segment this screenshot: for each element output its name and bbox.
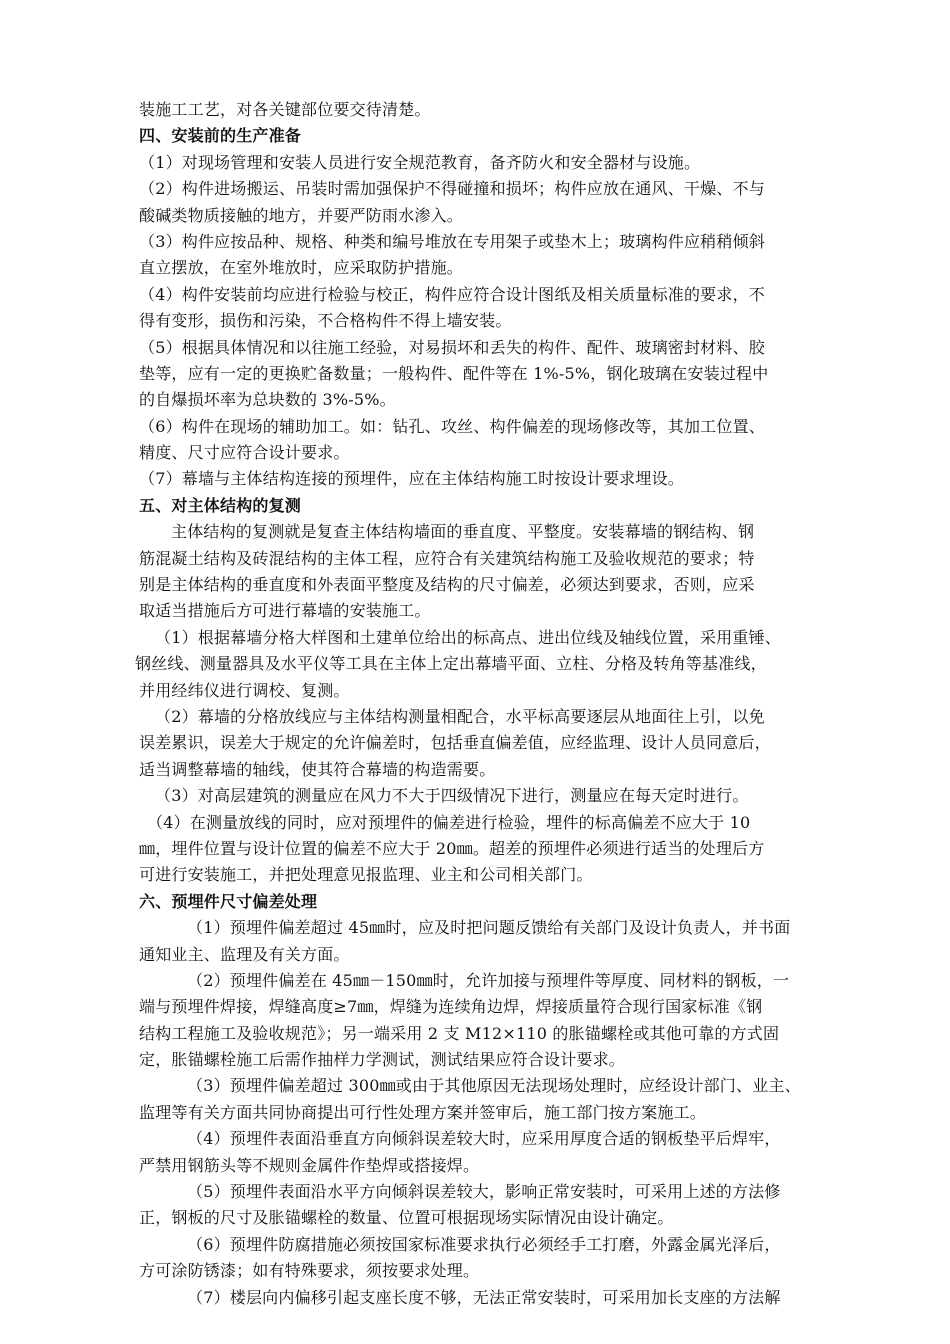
text-line: 直立摆放，在室外堆放时，应采取防护措施。 <box>139 258 464 278</box>
text-line: 结构工程施工及验收规范》；另一端采用 2 支 M12×110 的胀锚螺栓或其他可靠的方式固 <box>139 1023 780 1043</box>
text-line: （1）预埋件偏差超过 45㎜时，应及时把问题反馈给有关部门及设计负责人，并书面 <box>187 918 791 938</box>
text-line: （3）对高层建筑的测量应在风力不大于四级情况下进行，测量应在每天定时进行。 <box>155 786 749 806</box>
text-line: （4）构件安装前均应进行检验与校正，构件应符合设计图纸及相关质量标准的要求，不 <box>139 284 765 304</box>
text-line: 取适当措施后方可进行幕墙的安装施工。 <box>139 601 431 621</box>
text-line: 主体结构的复测就是复查主体结构墙面的垂直度、平整度。安装幕墙的钢结构、钢 <box>171 522 755 542</box>
text-line: 别是主体结构的垂直度和外表面平整度及结构的尺寸偏差，必须达到要求，否则，应采 <box>139 575 755 595</box>
text-line: （6）构件在现场的辅助加工。如：钻孔、攻丝、构件偏差的现场修改等，其加工位置、 <box>139 416 765 436</box>
text-line: 误差累识，误差大于规定的允许偏差时，包括垂直偏差值，应经监理、设计人员同意后， <box>139 733 771 753</box>
text-line: 钢丝线、测量器具及水平仪等工具在主体上定出幕墙平面、立柱、分格及转角等基准线， <box>135 654 767 674</box>
text-line: 定，胀锚螺栓施工后需作抽样力学测试，测试结果应符合设计要求。 <box>139 1050 626 1070</box>
text-line: 装施工工艺，对各关键部位要交待清楚。 <box>139 100 431 119</box>
section-heading: 五、对主体结构的复测 <box>139 495 302 515</box>
text-line: 监理等有关方面共同协商提出可行性处理方案并签审后，施工部门按方案施工。 <box>139 1102 707 1122</box>
text-line: （7）幕墙与主体结构连接的预埋件，应在主体结构施工时按设计要求埋设。 <box>139 469 684 489</box>
text-line: 方可涂防锈漆；如有特殊要求，须按要求处理。 <box>139 1261 480 1281</box>
text-line: 垫等，应有一定的更换贮备数量；一般构件、配件等在 1%-5%，钢化玻璃在安装过程中 <box>139 363 769 383</box>
text-line: 端与预埋件焊接，焊缝高度≥7㎜，焊缝为连续角边焊，焊接质量符合现行国家标准《钢 <box>139 997 763 1017</box>
text-line: （2）预埋件偏差在 45㎜－150㎜时，允许加接与预埋件等厚度、同材料的钢板，一 <box>187 970 790 990</box>
text-line: ㎜，埋件位置与设计位置的偏差不应大于 20㎜。超差的预埋件必须进行适当的处理后方 <box>139 838 765 858</box>
text-line: （4）预埋件表面沿垂直方向倾斜误差较大时，应采用厚度合适的钢板垫平后焊牢， <box>187 1129 781 1149</box>
text-line: （6）预埋件防腐措施必须按国家标准要求执行必须经手工打磨，外露金属光泽后， <box>187 1234 781 1254</box>
text-line: 得有变形，损伤和污染，不合格构件不得上墙安装。 <box>139 311 512 331</box>
text-line: （3）预埋件偏差超过 300㎜或由于其他原因无法现场处理时，应经设计部门、业主、 <box>187 1076 801 1096</box>
text-line: （1）根据幕墙分格大样图和土建单位给出的标高点、进出位线及轴线位置，采用重锤、 <box>155 627 781 647</box>
text-line: （5）预埋件表面沿水平方向倾斜误差较大，影响正常安装时，可采用上述的方法修 <box>187 1182 781 1202</box>
section-heading: 六、预埋件尺寸偏差处理 <box>139 891 318 911</box>
text-line: 精度、尺寸应符合设计要求。 <box>139 443 350 463</box>
document-body <box>135 97 884 1311</box>
text-line: （7）楼层向内偏移引起支座长度不够，无法正常安装时，可采用加长支座的方法解 <box>187 1287 781 1307</box>
text-line: （2）构件进场搬运、吊装时需加强保护不得碰撞和损坏；构件应放在通风、干燥、不与 <box>139 179 765 199</box>
text-line: （3）构件应按品种、规格、种类和编号堆放在专用架子或垫木上；玻璃构件应稍稍倾斜 <box>139 231 765 251</box>
text-line: 酸碱类物质接触的地方，并要严防雨水渗入。 <box>139 205 464 225</box>
text-line: 适当调整幕墙的轴线，使其符合幕墙的构造需要。 <box>139 759 496 779</box>
section-heading: 四、安装前的生产准备 <box>139 126 302 146</box>
text-line: 可进行安装施工，并把处理意见报监理、业主和公司相关部门。 <box>139 865 593 885</box>
text-line: 严禁用钢筋头等不规则金属件作垫焊或搭接焊。 <box>139 1155 480 1175</box>
text-line: （2）幕墙的分格放线应与主体结构测量相配合，水平标高要逐层从地面往上引，以免 <box>155 706 765 726</box>
text-line: （1）对现场管理和安装人员进行安全规范教育，备齐防火和安全器材与设施。 <box>139 152 701 172</box>
text-line: （4）在测量放线的同时，应对预埋件的偏差进行检验，埋件的标高偏差不应大于 10 <box>147 812 751 832</box>
text-line: 筋混凝土结构及砖混结构的主体工程，应符合有关建筑结构施工及验收规范的要求；特 <box>139 548 755 568</box>
text-line: （5）根据具体情况和以往施工经验，对易损坏和丢失的构件、配件、玻璃密封材料、胶 <box>139 337 765 357</box>
text-line: 并用经纬仪进行调校、复测。 <box>139 680 350 700</box>
text-line: 正，钢板的尺寸及胀锚螺栓的数量、位置可根据现场实际情况由设计确定。 <box>139 1208 674 1228</box>
text-line: 通知业主、监理及有关方面。 <box>139 944 350 964</box>
text-line: 的自爆损坏率为总块数的 3%-5%。 <box>139 390 396 410</box>
